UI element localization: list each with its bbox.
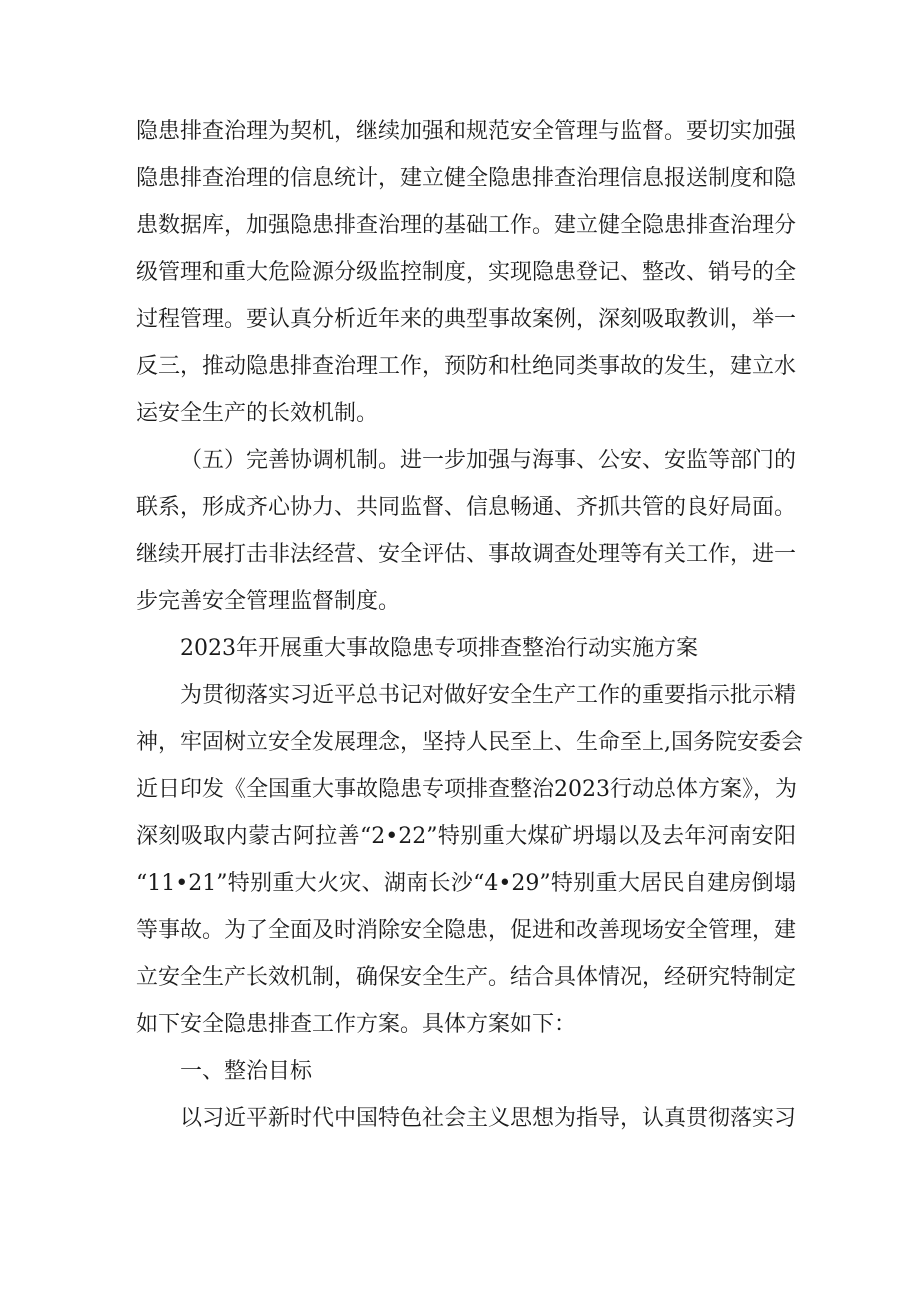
heading-line: 一、整治目标: [180, 1059, 313, 1084]
text-line: 步完善安全管理监督制度。: [136, 589, 401, 614]
paragraph: [136, 108, 796, 437]
paragraph: [136, 672, 803, 1048]
text-line: 患数据库，加强隐患排查治理的基础工作。建立健全隐患排查治理分: [136, 213, 797, 238]
document-title: [136, 625, 796, 672]
text-line: 反三，推动隐患排查治理工作，预防和杜绝同类事故的发生，建立水: [136, 354, 797, 379]
text-line: 联系，形成齐心协力、共同监督、信息畅通、齐抓共管的良好局面。: [136, 495, 797, 520]
section-heading: [136, 1048, 796, 1095]
document-body: [136, 108, 803, 1142]
text-line: 隐患排查治理的信息统计，建立健全隐患排查治理信息报送制度和隐: [136, 166, 797, 191]
text-line: 运安全生产的长效机制。: [136, 401, 379, 426]
text-line: 隐患排查治理为契机，继续加强和规范安全管理与监督。要切实加强: [136, 119, 797, 144]
paragraph: [136, 1095, 796, 1142]
text-line: “11•21”特别重大火灾、湖南长沙“4•29”特别重大居民自建房倒塌: [136, 871, 796, 896]
text-line: 神，牢固树立安全发展理念，坚持人民至上、生命至上,国务院安委会: [136, 730, 803, 755]
title-line: 2023年开展重大事故隐患专项排查整治行动实施方案: [180, 636, 698, 661]
text-line: （五）完善协调机制。进一步加强与海事、公安、安监等部门的: [180, 448, 797, 473]
text-line: 以习近平新时代中国特色社会主义思想为指导，认真贯彻落实习: [180, 1106, 797, 1131]
text-line: 深刻吸取内蒙古阿拉善“2•22”特别重大煤矿坍塌以及去年河南安阳: [136, 824, 796, 849]
text-line: 如下安全隐患排查工作方案。具体方案如下：: [136, 1012, 577, 1037]
paragraph: [136, 437, 796, 625]
text-line: 级管理和重大危险源分级监控制度，实现隐患登记、整改、销号的全: [136, 260, 797, 285]
text-line: 为贯彻落实习近平总书记对做好安全生产工作的重要指示批示精: [180, 683, 797, 708]
text-line: 继续开展打击非法经营、安全评估、事故调查处理等有关工作，进一: [136, 542, 797, 567]
text-line: 等事故。为了全面及时消除安全隐患，促进和改善现场安全管理，建: [136, 918, 797, 943]
text-line: 立安全生产长效机制，确保安全生产。结合具体情况，经研究特制定: [136, 965, 797, 990]
text-line: 过程管理。要认真分析近年来的典型事故案例，深刻吸取教训，举一: [136, 307, 797, 332]
text-line: 近日印发《全国重大事故隐患专项排查整治2023行动总体方案》，为: [136, 777, 797, 802]
